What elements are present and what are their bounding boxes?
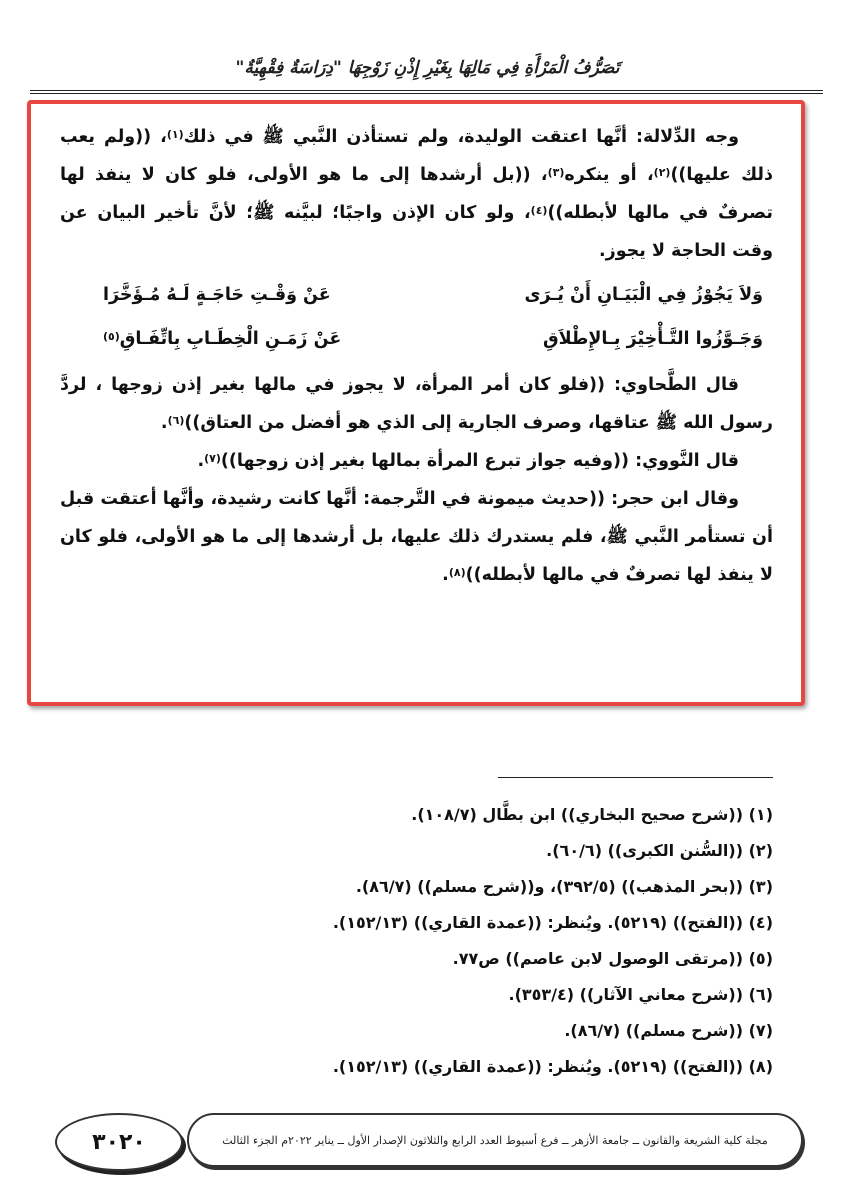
- footnote-ref-6[interactable]: (٦): [167, 414, 185, 427]
- footnote-ref-4[interactable]: (٤): [530, 204, 548, 217]
- paragraph-nawawi: قال النَّووي: ((وفيه جواز تبرع المرأة بمالها بغير إذن زوجها))$^{(٧)}$.: [197, 451, 739, 471]
- page-number: ٣٠٢٠: [55, 1113, 183, 1171]
- paragraph-ibn-hajar: وقال ابن حجر: ((حديث ميمونة في التَّرجمة: أنَّها كانت رشيدة، وأنَّها أعتقت قبل أن تستأمر النَّبي ﷺ، فلم يستدرك ذلك عليها، بل أرشدها إلى ما هو الأولى، فلو كان لا ينفذ لها تصرفٌ في مالها لأبطله))$^{(٨)}$.: [60, 489, 773, 585]
- footnote-4: (٤) ((الفتح)) (٥٢١٩). ويُنظر: ((عمدة القاري)) (١٥٢/١٣).: [332, 913, 773, 932]
- verse-2-second-half: عَنْ زَمَـنِ الْخِطَـابِ بِاتِّفَـاقِ(٥): [103, 320, 341, 358]
- footnotes-list: [60, 797, 773, 1085]
- verse-1-first-half: وَلاَ يَجُوْزُ فِي الْبَيَـانِ أَنْ يُـرَى: [524, 285, 763, 305]
- page-header-title: تَصَرُّفُ الْمَرْأَةِ فِي مَالِهَا بِغَيْرِ إِذْنِ زَوْجِهَا "دِرَاسَةٌ فِقْهِيَّةٌ": [235, 58, 620, 78]
- footnote-3: (٣) ((بحر المذهب)) (٣٩٢/٥)، و((شرح مسلم)) (٨٦/٧).: [355, 877, 773, 896]
- footnote-ref-5[interactable]: (٥): [103, 330, 120, 343]
- footnote-ref-3[interactable]: (٣): [547, 166, 565, 179]
- header-rule-double: [30, 93, 823, 94]
- footnote-2: (٢) ((السُّنن الكبرى)) (٦٠/٦).: [546, 841, 773, 860]
- verse-line-1: [103, 276, 763, 314]
- footnote-separator: [498, 777, 773, 778]
- footnote-8: (٨) ((الفتح)) (٥٢١٩). ويُنظر: ((عمدة القاري)) (١٥٢/١٣).: [332, 1057, 773, 1076]
- footnote-ref-2[interactable]: (٢): [653, 166, 671, 179]
- journal-footer: مجلة كلية الشريعة والقانون ــ جامعة الأزهر ــ فرع أسيوط العدد الرابع والثلاثون الإصدار الأول ــ يناير ٢٠٢٢م الجزء الثالث: [187, 1113, 803, 1167]
- paragraph-tahawi: قال الطَّحاوي: ((فلو كان أمر المرأة، لا يجوز في مالها بغير إذن زوجها ، لردَّ رسول الله ﷺ عتاقها، وصرف الجارية إلى الذي هو أفضل من العتاق))$^{(٦)}$.: [60, 375, 773, 433]
- verse-line-2: [103, 320, 763, 358]
- header-rule: [30, 90, 823, 91]
- footnote-ref-1[interactable]: (١): [166, 128, 184, 141]
- main-text: [60, 118, 773, 594]
- verse-1-second-half: عَنْ وَقْـتِ حَاجَـةٍ لَـهُ مُـؤَخَّرَا: [103, 285, 331, 305]
- footnote-5: (٥) ((مرتقى الوصول لابن عاصم)) ص٧٧.: [452, 949, 773, 968]
- paragraph-indication: وجه الدِّلالة: أنَّها اعتقت الوليدة، ولم تستأذن النَّبي ﷺ في ذلك$^{(١)}$، ((ولم يعب ذلك عليها))$^{(٢)}$، أو ينكره$^{(٣)}$، ((بل أرشدها إلى ما هو الأولى، فلو كان لا ينفذ لها تصرفٌ في مالها لأبطله))$^{(٤)}$، ولو كان الإذن واجبًا؛ لبيَّنه ﷺ؛ لأنَّ تأخير البيان عن وقت الحاجة لا يجوز.: [60, 127, 773, 261]
- footnote-6: (٦) ((شرح معاني الآثار)) (٣٥٣/٤).: [508, 985, 773, 1004]
- footnote-1: (١) ((شرح صحيح البخاري)) ابن بطَّال (١٠٨/٧).: [411, 805, 773, 824]
- footnote-ref-8[interactable]: (٨): [448, 566, 466, 579]
- footnote-7: (٧) ((شرح مسلم)) (٨٦/٧).: [564, 1021, 773, 1040]
- footnote-ref-7[interactable]: (٧): [204, 452, 221, 465]
- verse-2-first-half: وَجَـوَّزُوا التَّـأْخِيْرَ بِـالإِطْلاَقِ: [542, 329, 763, 349]
